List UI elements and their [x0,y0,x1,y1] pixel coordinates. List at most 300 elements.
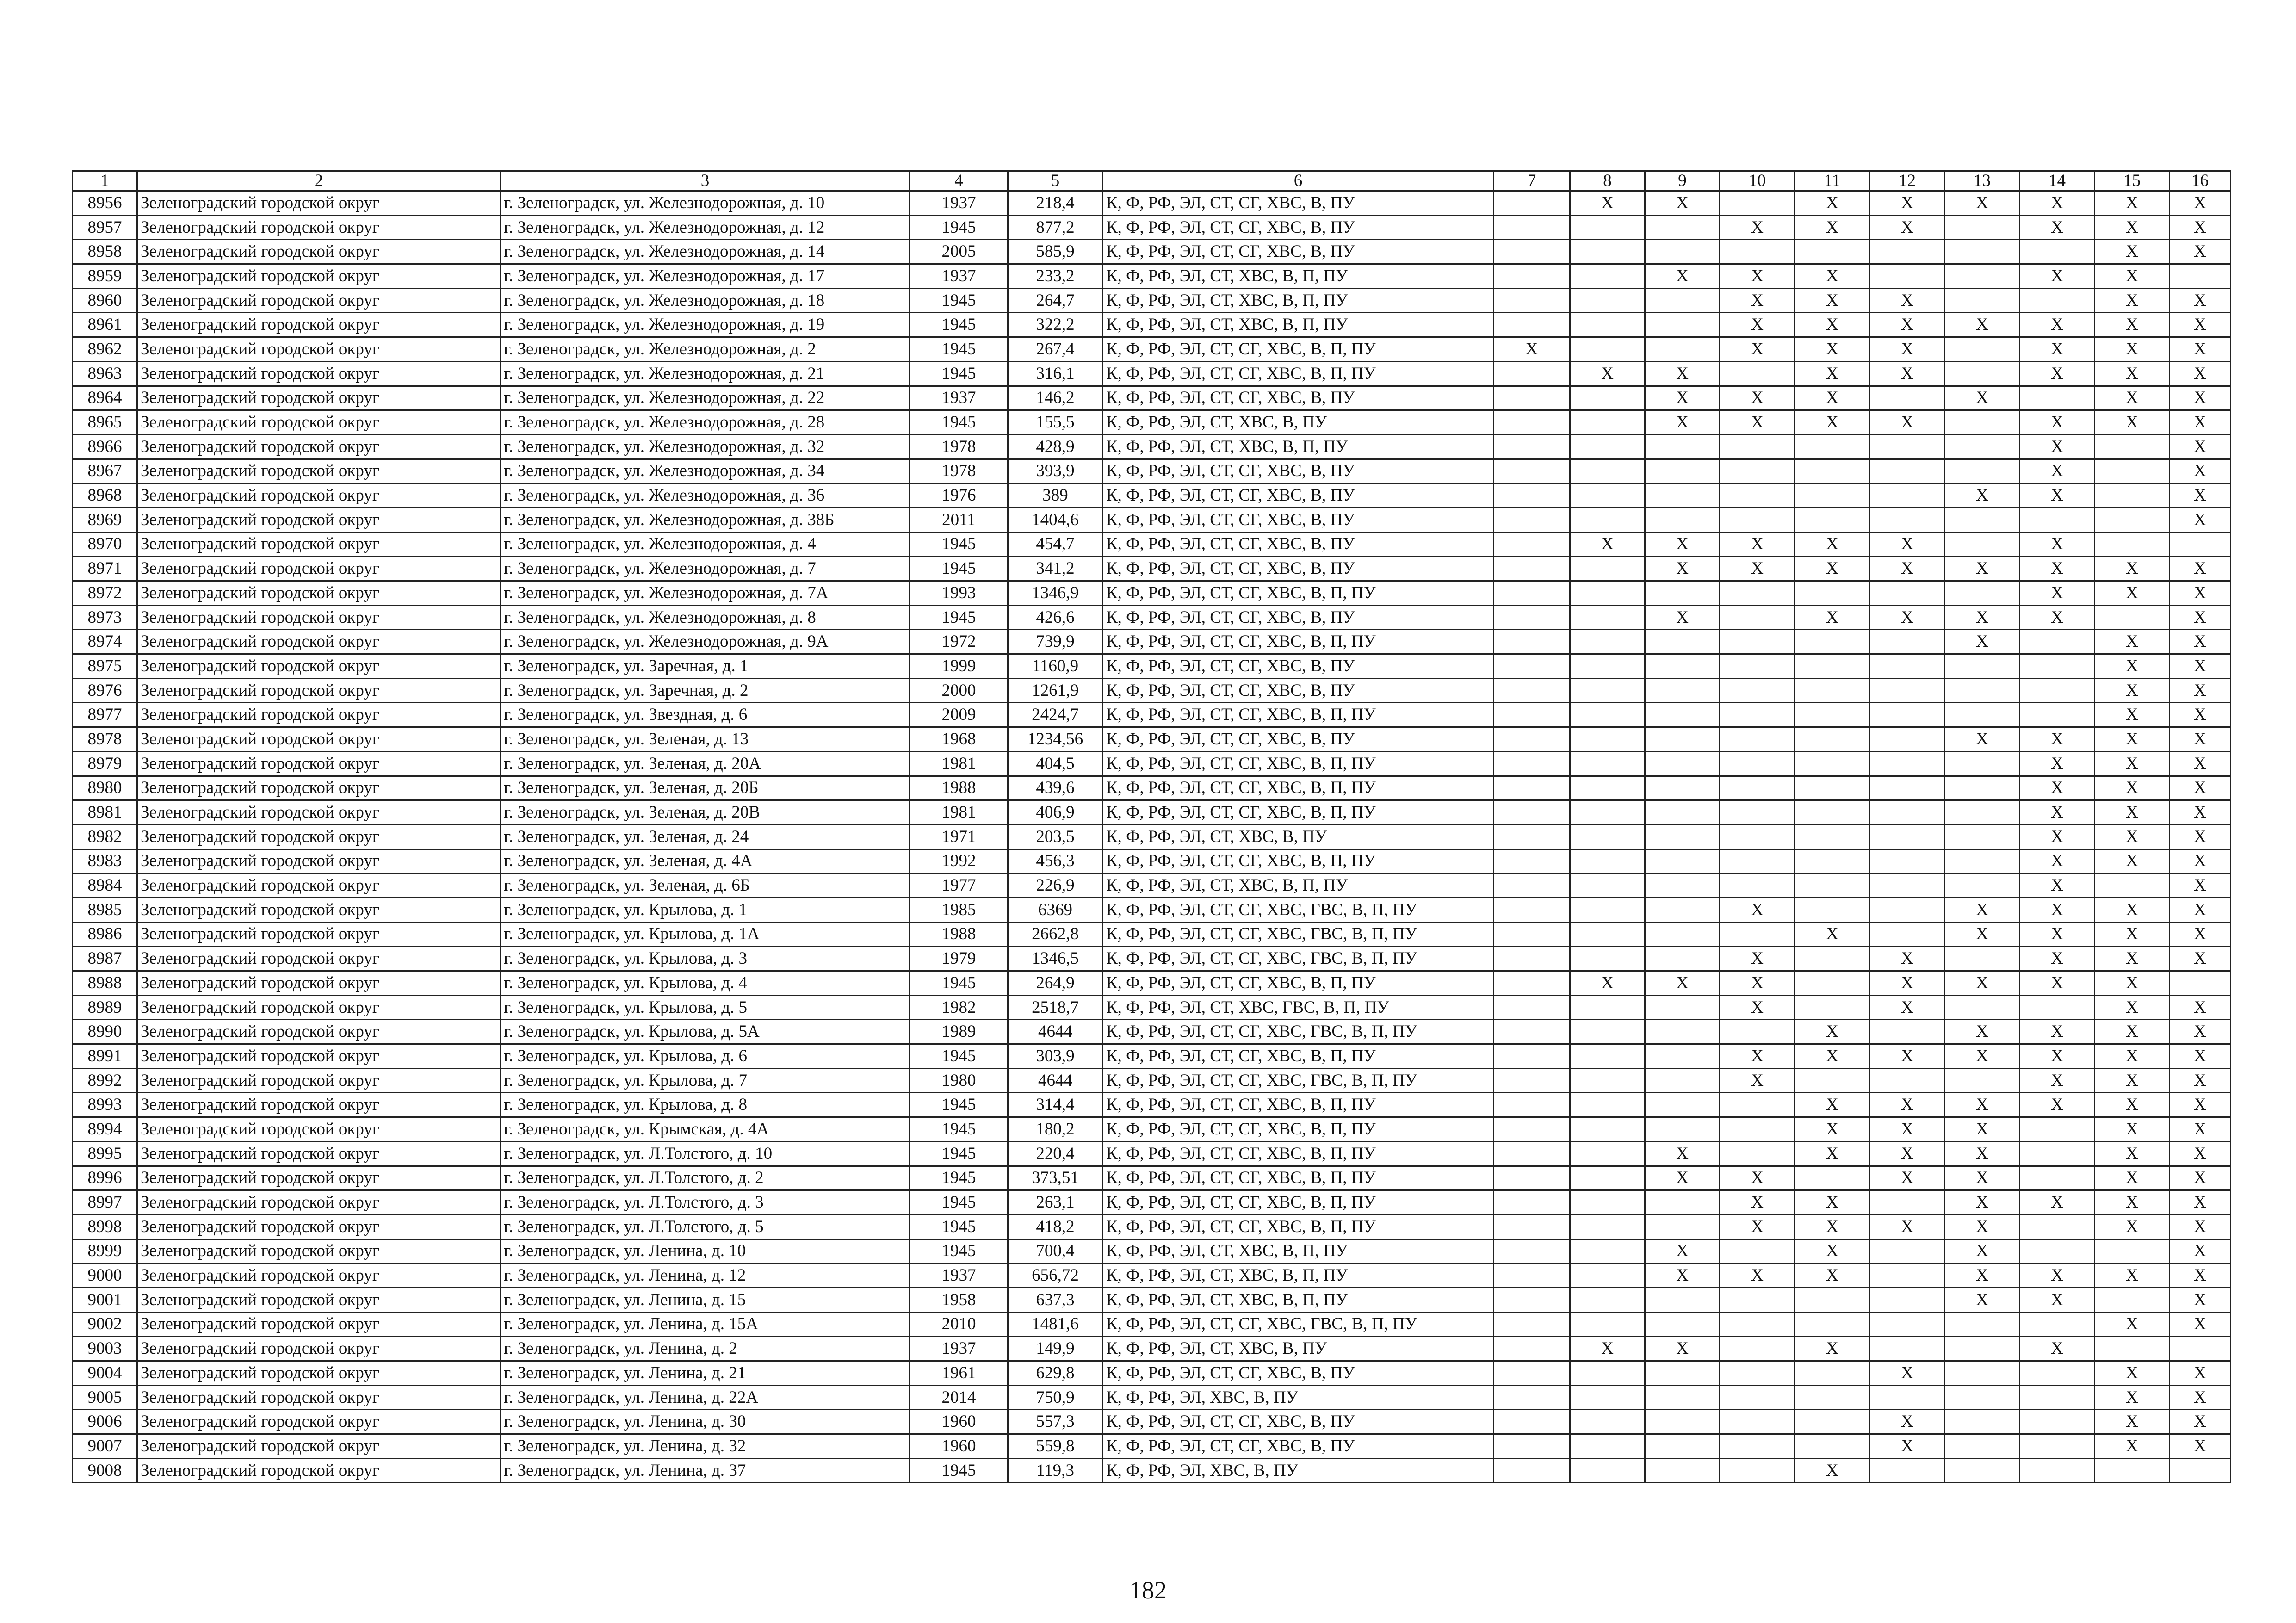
work-types-cell: К, Ф, РФ, ЭЛ, СТ, ХВС, В, П, ПУ [1103,873,1494,898]
year-cell: 1972 [910,630,1008,654]
area-cell: 404,5 [1008,751,1103,776]
row-number-cell: 8971 [73,557,137,581]
mark-cell [2170,1337,2231,1361]
mark-cell: Х [2095,1044,2170,1069]
work-types-cell: К, Ф, РФ, ЭЛ, ХВС, В, ПУ [1103,1458,1494,1483]
mark-cell [1570,1288,1645,1312]
address-cell: г. Зеленоградск, ул. Заречная, д. 1 [501,654,910,679]
mark-cell: Х [1645,264,1720,289]
mark-cell [2095,1288,2170,1312]
address-cell: г. Зеленоградск, ул. Л.Толстого, д. 10 [501,1141,910,1166]
mark-cell: Х [2170,800,2231,825]
mark-cell: Х [1870,995,1945,1020]
mark-cell [2170,532,2231,557]
municipality-cell: Зеленоградский городской округ [137,824,501,849]
row-number-cell: 8985 [73,898,137,922]
mark-cell [1645,995,1720,1020]
mark-cell: Х [1945,1264,2020,1288]
row-number-cell: 8961 [73,313,137,337]
mark-cell: Х [2170,1141,2231,1166]
row-number-cell: 8958 [73,240,137,264]
table-row [73,922,2231,947]
mark-cell: Х [1870,313,1945,337]
area-cell: 439,6 [1008,776,1103,800]
mark-cell: Х [1870,1434,1945,1459]
mark-cell [1645,1117,1720,1142]
address-cell: г. Зеленоградск, ул. Крылова, д. 1А [501,922,910,947]
work-types-cell: К, Ф, РФ, ЭЛ, СТ, СГ, ХВС, ГВС, В, П, ПУ [1103,1312,1494,1337]
year-cell: 1988 [910,776,1008,800]
row-number-cell: 8965 [73,410,137,435]
year-cell: 1978 [910,434,1008,459]
municipality-cell: Зеленоградский городской округ [137,191,501,216]
column-header: 13 [1945,171,2020,191]
mark-cell: Х [2020,1288,2095,1312]
mark-cell: Х [2095,1093,2170,1117]
mark-cell: Х [1720,1190,1795,1215]
municipality-cell: Зеленоградский городской округ [137,240,501,264]
year-cell: 1945 [910,1166,1008,1190]
mark-cell [1494,459,1570,483]
mark-cell: Х [2095,1214,2170,1239]
area-cell: 146,2 [1008,386,1103,410]
mark-cell [1570,630,1645,654]
mark-cell [1870,264,1945,289]
mark-cell: Х [1945,1117,2020,1142]
mark-cell [1795,581,1870,606]
mark-cell: Х [1795,1264,1870,1288]
municipality-cell: Зеленоградский городской округ [137,654,501,679]
mark-cell [1720,1141,1795,1166]
municipality-cell: Зеленоградский городской округ [137,898,501,922]
area-cell: 1234,56 [1008,727,1103,752]
mark-cell [2020,240,2095,264]
table-row [73,1337,2231,1361]
table-row [73,459,2231,483]
mark-cell [1870,240,1945,264]
mark-cell [1645,824,1720,849]
mark-cell: Х [1945,1044,2020,1069]
mark-cell [1494,1312,1570,1337]
table-row [73,191,2231,216]
area-cell: 656,72 [1008,1264,1103,1288]
table-row [73,1166,2231,1190]
mark-cell: Х [2095,947,2170,971]
address-cell: г. Зеленоградск, ул. Железнодорожная, д. 10 [501,191,910,216]
mark-cell: Х [1945,971,2020,996]
municipality-cell: Зеленоградский городской округ [137,776,501,800]
table-row [73,971,2231,996]
municipality-cell: Зеленоградский городской округ [137,1312,501,1337]
row-number-cell: 8990 [73,1020,137,1044]
mark-cell: Х [1720,215,1795,240]
mark-cell [1494,605,1570,630]
address-cell: г. Зеленоградск, ул. Железнодорожная, д. 36 [501,483,910,508]
mark-cell: Х [2095,1068,2170,1093]
area-cell: 585,9 [1008,240,1103,264]
address-cell: г. Зеленоградск, ул. Зеленая, д. 20А [501,751,910,776]
mark-cell [1494,508,1570,532]
year-cell: 1977 [910,873,1008,898]
work-types-cell: К, Ф, РФ, ЭЛ, СТ, СГ, ХВС, В, ПУ [1103,1361,1494,1386]
work-types-cell: К, Ф, РФ, ЭЛ, СТ, ХВС, В, П, ПУ [1103,1239,1494,1264]
municipality-cell: Зеленоградский городской округ [137,1434,501,1459]
year-cell: 1945 [910,971,1008,996]
row-number-cell: 8997 [73,1190,137,1215]
buildings-table [72,170,2231,1483]
mark-cell [1570,605,1645,630]
mark-cell [1720,1458,1795,1483]
area-cell: 264,7 [1008,288,1103,313]
mark-cell [2095,1239,2170,1264]
mark-cell: Х [2020,971,2095,996]
mark-cell: Х [1720,1214,1795,1239]
year-cell: 1945 [910,1458,1008,1483]
mark-cell [1494,1288,1570,1312]
mark-cell [1795,751,1870,776]
address-cell: г. Зеленоградск, ул. Ленина, д. 15А [501,1312,910,1337]
mark-cell: Х [2095,751,2170,776]
row-number-cell: 8984 [73,873,137,898]
area-cell: 456,3 [1008,849,1103,873]
year-cell: 2000 [910,678,1008,703]
table-row [73,995,2231,1020]
mark-cell: Х [1945,1288,2020,1312]
row-number-cell: 8966 [73,434,137,459]
area-cell: 233,2 [1008,264,1103,289]
row-number-cell: 8988 [73,971,137,996]
mark-cell [1494,361,1570,386]
work-types-cell: К, Ф, РФ, ЭЛ, СТ, СГ, ХВС, В, ПУ [1103,678,1494,703]
row-number-cell: 8978 [73,727,137,752]
mark-cell [1795,1434,1870,1459]
mark-cell [1795,703,1870,727]
mark-cell [1870,459,1945,483]
mark-cell [1570,727,1645,752]
municipality-cell: Зеленоградский городской округ [137,386,501,410]
area-cell: 2518,7 [1008,995,1103,1020]
mark-cell: Х [1795,1239,1870,1264]
mark-cell [1720,873,1795,898]
column-header: 9 [1645,171,1720,191]
mark-cell [2095,483,2170,508]
mark-cell [1870,727,1945,752]
table-row [73,1312,2231,1337]
year-cell: 1937 [910,1264,1008,1288]
mark-cell: Х [1645,386,1720,410]
mark-cell [1494,1141,1570,1166]
mark-cell: Х [2020,605,2095,630]
municipality-cell: Зеленоградский городской округ [137,1410,501,1434]
mark-cell: Х [2020,824,2095,849]
mark-cell: Х [1870,1166,1945,1190]
municipality-cell: Зеленоградский городской округ [137,288,501,313]
mark-cell [1795,434,1870,459]
mark-cell [1570,1410,1645,1434]
year-cell: 1980 [910,1068,1008,1093]
mark-cell [1945,1410,2020,1434]
row-number-cell: 8957 [73,215,137,240]
mark-cell [1870,873,1945,898]
table-row [73,1190,2231,1215]
mark-cell [1645,434,1720,459]
mark-cell: Х [2170,1410,2231,1434]
mark-cell [1945,434,2020,459]
table-header-row [73,171,2231,191]
work-types-cell: К, Ф, РФ, ЭЛ, СТ, СГ, ХВС, В, П, ПУ [1103,1190,1494,1215]
mark-cell [1494,800,1570,825]
mark-cell: Х [1870,288,1945,313]
mark-cell: Х [1720,971,1795,996]
mark-cell: Х [1720,313,1795,337]
mark-cell [1945,703,2020,727]
mark-cell: Х [2170,386,2231,410]
mark-cell [1570,288,1645,313]
row-number-cell: 8993 [73,1093,137,1117]
column-header: 8 [1570,171,1645,191]
area-cell: 180,2 [1008,1117,1103,1142]
area-cell: 316,1 [1008,361,1103,386]
mark-cell [1645,1434,1720,1459]
address-cell: г. Зеленоградск, ул. Железнодорожная, д. 12 [501,215,910,240]
year-cell: 1979 [910,947,1008,971]
municipality-cell: Зеленоградский городской округ [137,1020,501,1044]
mark-cell: Х [1870,361,1945,386]
mark-cell: Х [1795,1337,1870,1361]
year-cell: 1960 [910,1434,1008,1459]
mark-cell [1645,1288,1720,1312]
table-row [73,751,2231,776]
mark-cell [2020,1361,2095,1386]
mark-cell: Х [1795,557,1870,581]
address-cell: г. Зеленоградск, ул. Звездная, д. 6 [501,703,910,727]
table-row [73,727,2231,752]
mark-cell [1570,264,1645,289]
mark-cell [1795,483,1870,508]
municipality-cell: Зеленоградский городской округ [137,361,501,386]
mark-cell [1720,434,1795,459]
mark-cell [1570,557,1645,581]
year-cell: 1993 [910,581,1008,606]
mark-cell [1870,1385,1945,1410]
mark-cell: Х [2095,264,2170,289]
row-number-cell: 8963 [73,361,137,386]
municipality-cell: Зеленоградский городской округ [137,922,501,947]
mark-cell: Х [2095,313,2170,337]
mark-cell: Х [2170,776,2231,800]
mark-cell [1570,240,1645,264]
mark-cell: Х [1645,1337,1720,1361]
address-cell: г. Зеленоградск, ул. Железнодорожная, д. 7А [501,581,910,606]
mark-cell [1945,532,2020,557]
mark-cell: Х [1945,1166,2020,1190]
mark-cell [2170,264,2231,289]
mark-cell: Х [1720,532,1795,557]
mark-cell [1945,1337,2020,1361]
mark-cell [1720,1361,1795,1386]
column-header: 6 [1103,171,1494,191]
mark-cell [1720,508,1795,532]
mark-cell: Х [2095,1166,2170,1190]
mark-cell [1795,824,1870,849]
mark-cell [1570,313,1645,337]
area-cell: 559,8 [1008,1434,1103,1459]
area-cell: 418,2 [1008,1214,1103,1239]
mark-cell [1795,1410,1870,1434]
mark-cell: Х [1870,1361,1945,1386]
mark-cell [1945,995,2020,1020]
mark-cell: Х [2020,800,2095,825]
year-cell: 1945 [910,1117,1008,1142]
table-row [73,1020,2231,1044]
municipality-cell: Зеленоградский городской округ [137,1068,501,1093]
municipality-cell: Зеленоградский городской округ [137,215,501,240]
address-cell: г. Зеленоградск, ул. Крылова, д. 6 [501,1044,910,1069]
area-cell: 341,2 [1008,557,1103,581]
mark-cell: Х [2020,1190,2095,1215]
row-number-cell: 8974 [73,630,137,654]
work-types-cell: К, Ф, РФ, ЭЛ, СТ, СГ, ХВС, В, П, ПУ [1103,1044,1494,1069]
work-types-cell: К, Ф, РФ, ЭЛ, СТ, ХВС, В, П, ПУ [1103,288,1494,313]
area-cell: 426,6 [1008,605,1103,630]
year-cell: 1978 [910,459,1008,483]
mark-cell: Х [2095,240,2170,264]
year-cell: 1937 [910,191,1008,216]
mark-cell [1494,215,1570,240]
mark-cell: Х [2020,459,2095,483]
table-row [73,1288,2231,1312]
mark-cell: Х [2020,751,2095,776]
table-row [73,361,2231,386]
mark-cell: Х [2020,264,2095,289]
mark-cell: Х [2020,1093,2095,1117]
mark-cell: Х [2095,581,2170,606]
mark-cell [1720,703,1795,727]
mark-cell: Х [2095,1312,2170,1337]
work-types-cell: К, Ф, РФ, ЭЛ, СТ, СГ, ХВС, В, ПУ [1103,605,1494,630]
mark-cell [1870,751,1945,776]
mark-cell: Х [2095,1361,2170,1386]
mark-cell: Х [2095,386,2170,410]
row-number-cell: 8994 [73,1117,137,1142]
mark-cell: Х [1645,1239,1720,1264]
area-cell: 155,5 [1008,410,1103,435]
mark-cell [1570,1044,1645,1069]
area-cell: 303,9 [1008,1044,1103,1069]
mark-cell: Х [2170,191,2231,216]
mark-cell [1795,678,1870,703]
address-cell: г. Зеленоградск, ул. Крылова, д. 5А [501,1020,910,1044]
year-cell: 1945 [910,1239,1008,1264]
mark-cell: Х [1720,557,1795,581]
mark-cell [1720,1337,1795,1361]
mark-cell [2020,1410,2095,1434]
municipality-cell: Зеленоградский городской округ [137,1361,501,1386]
address-cell: г. Зеленоградск, ул. Ленина, д. 10 [501,1239,910,1264]
work-types-cell: К, Ф, РФ, ЭЛ, СТ, СГ, ХВС, В, П, ПУ [1103,361,1494,386]
mark-cell [1494,581,1570,606]
municipality-cell: Зеленоградский городской округ [137,1458,501,1483]
column-header: 4 [910,171,1008,191]
mark-cell: Х [1720,995,1795,1020]
municipality-cell: Зеленоградский городской округ [137,1288,501,1312]
mark-cell: Х [1795,922,1870,947]
area-cell: 877,2 [1008,215,1103,240]
mark-cell: Х [1945,727,2020,752]
mark-cell: Х [2095,191,2170,216]
mark-cell [1870,922,1945,947]
mark-cell: Х [2095,703,2170,727]
work-types-cell: К, Ф, РФ, ЭЛ, СТ, СГ, ХВС, ГВС, В, П, ПУ [1103,1068,1494,1093]
mark-cell [1570,776,1645,800]
mark-cell: Х [1570,361,1645,386]
mark-cell: Х [2020,849,2095,873]
mark-cell [1645,922,1720,947]
year-cell: 1945 [910,410,1008,435]
address-cell: г. Зеленоградск, ул. Зеленая, д. 20В [501,800,910,825]
address-cell: г. Зеленоградск, ул. Ленина, д. 21 [501,1361,910,1386]
mark-cell [1720,1312,1795,1337]
table-row [73,1239,2231,1264]
row-number-cell: 9001 [73,1288,137,1312]
municipality-cell: Зеленоградский городской округ [137,1141,501,1166]
mark-cell [1720,751,1795,776]
area-cell: 454,7 [1008,532,1103,557]
mark-cell: Х [1945,1190,2020,1215]
table-row [73,678,2231,703]
mark-cell [1795,1385,1870,1410]
table-row [73,483,2231,508]
mark-cell [1945,800,2020,825]
row-number-cell: 8973 [73,605,137,630]
mark-cell [1494,630,1570,654]
address-cell: г. Зеленоградск, ул. Л.Толстого, д. 5 [501,1214,910,1239]
address-cell: г. Зеленоградск, ул. Ленина, д. 12 [501,1264,910,1288]
table-row [73,386,2231,410]
mark-cell [1945,654,2020,679]
mark-cell [1945,215,2020,240]
mark-cell [1870,898,1945,922]
mark-cell [2095,1337,2170,1361]
mark-cell: Х [1945,1020,2020,1044]
mark-cell: Х [2170,557,2231,581]
mark-cell: Х [2170,1214,2231,1239]
mark-cell [1570,1068,1645,1093]
year-cell: 1937 [910,386,1008,410]
mark-cell [1720,630,1795,654]
municipality-cell: Зеленоградский городской округ [137,1385,501,1410]
municipality-cell: Зеленоградский городской округ [137,1166,501,1190]
mark-cell: Х [1870,1093,1945,1117]
municipality-cell: Зеленоградский городской округ [137,1337,501,1361]
mark-cell [1720,1434,1795,1459]
mark-cell [1570,947,1645,971]
year-cell: 1981 [910,800,1008,825]
row-number-cell: 8975 [73,654,137,679]
mark-cell: Х [1645,557,1720,581]
work-types-cell: К, Ф, РФ, ЭЛ, СТ, ХВС, В, П, ПУ [1103,1264,1494,1288]
mark-cell: Х [2170,630,2231,654]
work-types-cell: К, Ф, РФ, ЭЛ, СТ, СГ, ХВС, В, ПУ [1103,727,1494,752]
mark-cell: Х [2095,678,2170,703]
mark-cell: Х [2020,410,2095,435]
mark-cell: Х [1570,971,1645,996]
mark-cell [1645,1312,1720,1337]
work-types-cell: К, Ф, РФ, ЭЛ, СТ, СГ, ХВС, В, ПУ [1103,557,1494,581]
area-cell: 322,2 [1008,313,1103,337]
work-types-cell: К, Ф, РФ, ЭЛ, СТ, ХВС, ГВС, В, П, ПУ [1103,995,1494,1020]
mark-cell [1494,995,1570,1020]
